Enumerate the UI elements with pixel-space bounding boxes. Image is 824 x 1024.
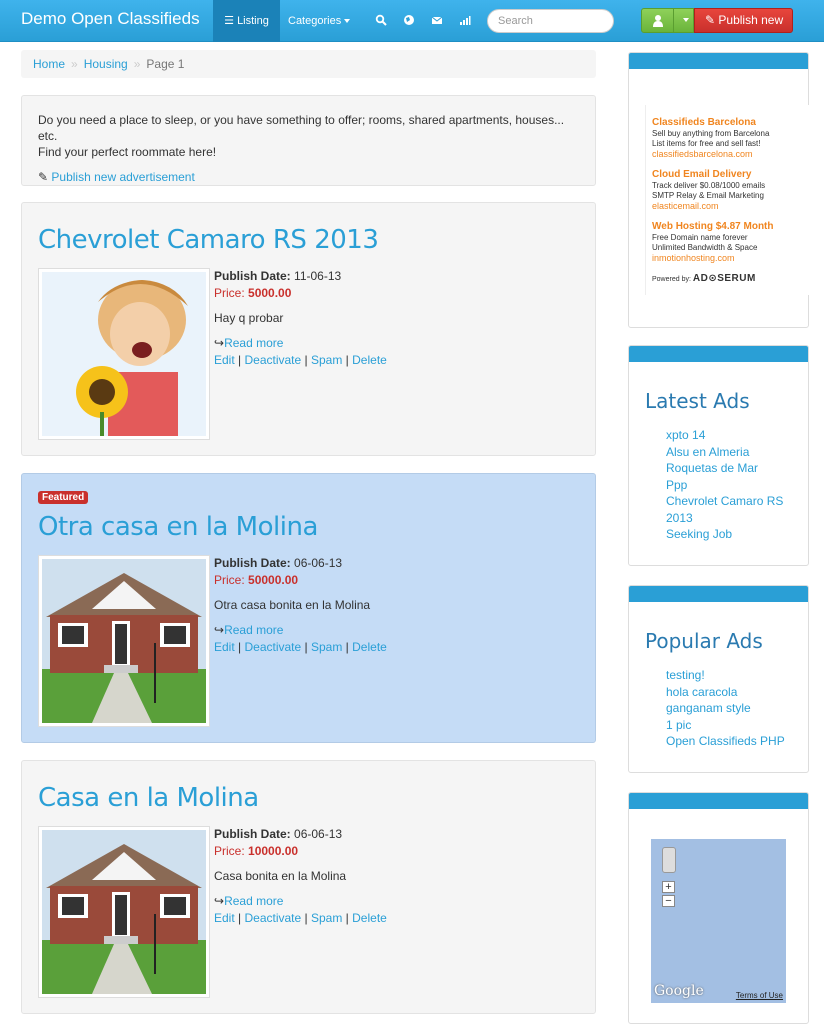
publish-date-label: Publish Date:: [214, 556, 291, 570]
sponsored-line: Free Domain name forever: [652, 233, 748, 242]
pegman-icon[interactable]: [662, 847, 676, 873]
latest-ads-widget: [628, 345, 809, 566]
girl-sunflower-image: [42, 272, 206, 436]
read-more-link[interactable]: [214, 893, 387, 910]
publish-date: 06-06-13: [294, 556, 343, 570]
nav-categories-label: Categories: [288, 15, 342, 27]
edit-link[interactable]: Edit: [214, 640, 235, 654]
zoom-out-button[interactable]: −: [662, 895, 675, 907]
intro-line-1: Do you need a place to sleep, or you have something to offer; rooms, shared apartments, houses... etc.: [38, 113, 565, 143]
pencil-icon: ✎: [38, 170, 49, 184]
caret-down-icon[interactable]: [683, 18, 689, 22]
spam-link[interactable]: Spam: [310, 353, 343, 367]
share-icon: ↪: [214, 623, 225, 637]
price-label: Price:: [214, 844, 245, 858]
nav-listing[interactable]: [213, 0, 280, 42]
terms-of-use-link[interactable]: Terms of Use: [735, 991, 783, 1000]
globe-icon[interactable]: [403, 14, 415, 26]
sponsored-item[interactable]: [652, 117, 809, 160]
user-icon: [652, 14, 664, 27]
breadcrumb-current: Page 1: [146, 57, 185, 71]
ad-title[interactable]: [38, 225, 378, 255]
sponsored-title[interactable]: Web Hosting $4.87 Month: [652, 221, 774, 232]
read-more-label: Read more: [224, 894, 284, 908]
spam-link[interactable]: Spam: [310, 640, 343, 654]
list-icon: ☰: [224, 15, 234, 27]
powered-by-label: Powered by:: [652, 276, 691, 283]
caret-down-icon: [344, 19, 350, 23]
signal-icon[interactable]: [459, 14, 471, 26]
ad-title-link[interactable]: Otra casa en la Molina: [38, 512, 318, 542]
share-icon: ↪: [214, 894, 225, 908]
ad-title[interactable]: [38, 783, 259, 813]
ad-listing-featured: [21, 473, 596, 743]
ad-details: [214, 826, 387, 927]
breadcrumb-separator: »: [71, 57, 78, 71]
ad-actions: Edit | Deactivate | Spam | Delete: [214, 911, 387, 925]
ad-description: Hay q probar: [214, 311, 284, 325]
deactivate-link[interactable]: Deactivate: [244, 353, 302, 367]
price-label: Price:: [214, 286, 245, 300]
deactivate-link[interactable]: Deactivate: [244, 640, 302, 654]
latest-ad-item[interactable]: Seeking Job: [666, 527, 733, 541]
sponsored-url[interactable]: elasticemail.com: [652, 201, 719, 211]
sponsored-item[interactable]: [652, 169, 809, 212]
sponsored-title[interactable]: Cloud Email Delivery: [652, 169, 752, 180]
price-label: Price:: [214, 573, 245, 587]
sponsored-item[interactable]: [652, 221, 809, 264]
ad-details: [214, 268, 387, 369]
sponsored-url[interactable]: classifiedsbarcelona.com: [652, 149, 753, 159]
popular-ad-item[interactable]: hola caracola: [666, 684, 738, 699]
ad-title[interactable]: [38, 512, 318, 542]
price-value: 5000.00: [248, 286, 292, 300]
delete-link[interactable]: Delete: [352, 911, 387, 925]
popular-ad-item[interactable]: ganganam style: [666, 701, 751, 715]
envelope-icon[interactable]: [431, 14, 443, 26]
widget-header-bar: [629, 586, 808, 602]
deactivate-link[interactable]: Deactivate: [244, 911, 302, 925]
latest-ads-list: [666, 427, 806, 543]
pencil-icon: ✎: [705, 13, 716, 27]
house-image: [42, 559, 206, 723]
brand-link[interactable]: Demo Open Classifieds: [21, 9, 200, 28]
category-description: [21, 95, 596, 186]
breadcrumb-housing[interactable]: Housing: [83, 57, 128, 71]
sponsored-line: Sell buy anything from Barcelona: [652, 129, 770, 138]
latest-ad-item[interactable]: Alsu en Almeria: [666, 444, 750, 459]
publish-date: 11-06-13: [294, 269, 342, 283]
ad-description: Otra casa bonita en la Molina: [214, 598, 371, 612]
ad-details: [214, 555, 387, 656]
intro-line-2: Find your perfect roommate here!: [38, 145, 217, 159]
delete-link[interactable]: Delete: [352, 353, 387, 367]
edit-link[interactable]: Edit: [214, 353, 235, 367]
latest-ad-item[interactable]: xpto 14: [666, 428, 706, 442]
widget-header-bar: [629, 346, 808, 362]
publish-advertisement-link[interactable]: [38, 169, 579, 185]
popular-ads-widget: [628, 585, 809, 773]
zoom-in-button[interactable]: +: [662, 881, 675, 893]
latest-ads-title: Latest Ads: [645, 389, 750, 413]
ad-actions: Edit | Deactivate | Spam | Delete: [214, 640, 387, 654]
widget-header-bar: [629, 53, 808, 69]
google-map[interactable]: [651, 839, 786, 1003]
adserum-logo[interactable]: AD⊙SERUM: [692, 273, 756, 284]
read-more-label: Read more: [224, 336, 284, 350]
publish-new-label: Publish new: [718, 13, 784, 27]
latest-ad-item[interactable]: Chevrolet Camaro RS: [666, 494, 784, 508]
ad-description: Casa bonita en la Molina: [214, 869, 347, 883]
ad-thumbnail[interactable]: [38, 555, 210, 727]
publish-advertisement-label: Publish new advertisement: [51, 170, 195, 184]
spam-link[interactable]: Spam: [310, 911, 343, 925]
sponsored-title[interactable]: Classifieds Barcelona: [652, 117, 756, 128]
powered-by: [652, 273, 809, 284]
sponsored-line: Track deliver $0.08/1000 emails: [652, 181, 766, 190]
ad-actions: Edit | Deactivate | Spam | Delete: [214, 353, 387, 367]
ad-thumbnail[interactable]: [38, 268, 210, 440]
sponsored-url[interactable]: inmotionhosting.com: [652, 253, 735, 263]
breadcrumb-home[interactable]: Home: [33, 57, 66, 71]
house-image: [42, 830, 206, 994]
ad-thumbnail[interactable]: [38, 826, 210, 998]
popular-ads-title: Popular Ads: [645, 629, 763, 653]
ad-listing: [21, 202, 596, 456]
search-icon[interactable]: [375, 14, 387, 26]
breadcrumb-separator: »: [133, 57, 141, 71]
user-button[interactable]: [641, 8, 694, 33]
button-divider: [673, 9, 674, 32]
publish-date-label: Publish Date:: [214, 827, 291, 841]
read-more-link[interactable]: [214, 622, 387, 639]
publish-date-label: Publish Date:: [214, 269, 291, 283]
latest-ad-item[interactable]: 2013: [666, 510, 693, 525]
featured-badge: Featured: [38, 491, 88, 504]
price-value: 50000.00: [248, 573, 299, 587]
sponsored-ads: [645, 105, 809, 295]
google-logo: Google: [654, 983, 704, 999]
popular-ads-list: [666, 667, 806, 750]
publish-date: 06-06-13: [294, 827, 343, 841]
ad-title-link[interactable]: Casa en la Molina: [38, 783, 259, 813]
publish-new-button[interactable]: [694, 8, 793, 33]
read-more-link[interactable]: [214, 335, 387, 352]
sponsored-widget: [628, 52, 809, 328]
navbar: [0, 0, 824, 42]
nav-categories-dropdown[interactable]: [288, 0, 350, 42]
map-widget: [628, 792, 809, 1024]
latest-ad-item[interactable]: Ppp: [666, 477, 688, 492]
sponsored-line: List items for free and sell fast!: [652, 139, 761, 148]
sponsored-line: Unlimited Bandwidth & Space: [652, 243, 758, 252]
edit-link[interactable]: Edit: [214, 911, 235, 925]
read-more-label: Read more: [224, 623, 284, 637]
popular-ad-item[interactable]: testing!: [666, 668, 705, 682]
ad-listing: [21, 760, 596, 1014]
nav-listing-label: Listing: [237, 15, 269, 27]
sponsored-line: SMTP Relay & Email Marketing: [652, 191, 764, 200]
share-icon: ↪: [214, 336, 225, 350]
widget-header-bar: [629, 793, 808, 809]
popular-ad-item[interactable]: 1 pic: [666, 717, 692, 732]
delete-link[interactable]: Delete: [352, 640, 387, 654]
search-input[interactable]: [487, 9, 614, 33]
popular-ad-item[interactable]: Open Classifieds PHP: [666, 734, 785, 748]
ad-title-link[interactable]: Chevrolet Camaro RS 2013: [38, 225, 379, 255]
latest-ad-item[interactable]: Roquetas de Mar: [666, 461, 759, 475]
price-value: 10000.00: [248, 844, 299, 858]
breadcrumb: [21, 50, 596, 78]
